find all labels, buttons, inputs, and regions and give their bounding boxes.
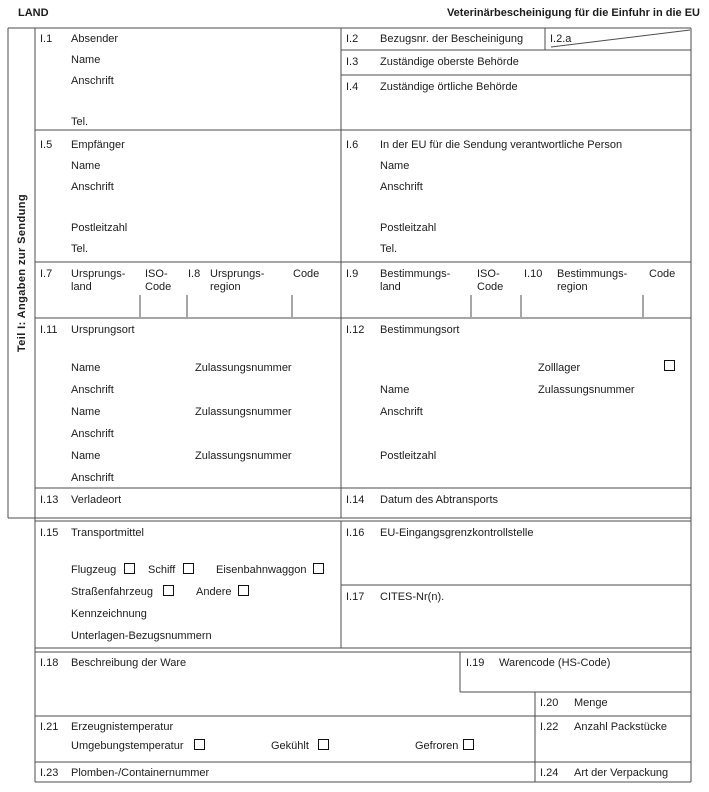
field-i20-label: Menge: [574, 697, 608, 709]
field-i10-number: I.10: [524, 268, 543, 280]
umgebungstemperatur-label: Umgebungstemperatur: [71, 740, 184, 752]
field-i6-plz-label: Postleitzahl: [380, 222, 437, 234]
field-i1-label: Absender: [71, 33, 119, 45]
field-i5-name-label: Name: [71, 160, 101, 172]
field-i6-tel-label: Tel.: [380, 243, 398, 255]
gekuehlt-label: Gekühlt: [271, 740, 309, 752]
field-i12-zulassung-label: Zulassungsnummer: [538, 384, 635, 396]
field-i21-number: I.21: [40, 721, 59, 733]
field-i11-label: Ursprungsort: [71, 324, 135, 336]
field-i1-anschrift-label: Anschrift: [71, 75, 114, 87]
umgebungstemperatur-checkbox[interactable]: [194, 739, 205, 750]
field-i5-label: Empfänger: [71, 139, 125, 151]
field-i12-anschrift-label: Anschrift: [380, 406, 423, 418]
field-i6-name-label: Name: [380, 160, 410, 172]
field-i15-label: Transportmittel: [71, 527, 144, 539]
field-i13-label: Verladeort: [71, 494, 122, 506]
field-i16-number: I.16: [346, 527, 365, 539]
field-i21-label: Erzeugnistemperatur: [71, 721, 174, 733]
field-i9-iso-label: ISO-Code: [477, 268, 504, 293]
field-i17-label: CITES-Nr(n).: [380, 591, 445, 603]
field-i9-label: Bestimmungs-land: [380, 268, 451, 293]
field-i4-label: Zuständige örtliche Behörde: [380, 81, 518, 93]
field-i6-anschrift-label: Anschrift: [380, 181, 423, 193]
field-i22-number: I.22: [540, 721, 559, 733]
field-i7-number: I.7: [40, 268, 53, 280]
field-i9-number: I.9: [346, 268, 359, 280]
field-i10-label: Bestimmungs-region: [557, 268, 628, 293]
country-label: LAND: [18, 7, 49, 19]
field-i15-number: I.15: [40, 527, 59, 539]
gekuehlt-checkbox[interactable]: [318, 739, 329, 750]
gefroren-label: Gefroren: [415, 740, 459, 752]
field-i6-label: In der EU für die Sendung verantwortliche Person: [380, 139, 623, 151]
field-i18-label: Beschreibung der Ware: [71, 657, 187, 669]
field-i11-zulassung1-label: Zulassungsnummer: [195, 362, 292, 374]
field-i11-anschrift1-label: Anschrift: [71, 384, 114, 396]
field-i2a-number: I.2.a: [550, 33, 572, 45]
field-i8-label: Ursprungs-region: [210, 268, 265, 293]
field-i1-name-label: Name: [71, 54, 101, 66]
field-i12-zolllager-label: Zolllager: [538, 362, 581, 374]
field-i11-zulassung3-label: Zulassungsnummer: [195, 450, 292, 462]
unterlagen-label: Unterlagen-Bezugsnummern: [71, 630, 212, 642]
field-i5-plz-label: Postleitzahl: [71, 222, 128, 234]
field-i11-name3-label: Name: [71, 450, 101, 462]
field-i4-number: I.4: [346, 81, 359, 93]
field-i17-number: I.17: [346, 591, 365, 603]
andere-label: Andere: [196, 586, 232, 598]
schiff-checkbox[interactable]: [183, 563, 194, 574]
field-i11-number: I.11: [40, 324, 58, 336]
field-i7-label: Ursprungs-land: [71, 268, 126, 293]
eisenbahnwaggon-checkbox[interactable]: [313, 563, 324, 574]
field-i6-number: I.6: [346, 139, 359, 151]
zolllager-checkbox[interactable]: [664, 360, 675, 371]
strassenfahrzeug-checkbox[interactable]: [163, 585, 174, 596]
field-i11-zulassung2-label: Zulassungsnummer: [195, 406, 292, 418]
gefroren-checkbox[interactable]: [463, 739, 474, 750]
flugzeug-checkbox[interactable]: [124, 563, 135, 574]
field-i14-number: I.14: [346, 494, 365, 506]
field-i8-code-label: Code: [293, 268, 320, 280]
field-i18-number: I.18: [40, 657, 59, 669]
field-i10-code-label: Code: [649, 268, 676, 280]
page-title: Veterinärbescheinigung für die Einfuhr in die EU: [446, 7, 700, 19]
field-i22-label: Anzahl Packstücke: [574, 721, 667, 733]
field-i16-label: EU-Eingangsgrenzkontrollstelle: [380, 527, 534, 539]
field-i13-number: I.13: [40, 494, 59, 506]
field-i1-tel-label: Tel.: [71, 116, 89, 128]
field-i3-label: Zuständige oberste Behörde: [380, 56, 519, 68]
field-i11-name2-label: Name: [71, 406, 101, 418]
field-i23-number: I.23: [40, 767, 59, 779]
part1-sidebar: [8, 28, 35, 518]
field-i3-number: I.3: [346, 56, 359, 68]
field-i19-number: I.19: [466, 657, 485, 669]
schiff-label: Schiff: [148, 564, 176, 576]
field-i19-label: Warencode (HS-Code): [499, 657, 611, 669]
field-i5-anschrift-label: Anschrift: [71, 181, 114, 193]
field-i5-number: I.5: [40, 139, 53, 151]
field-i8-number: I.8: [188, 268, 201, 280]
kennzeichnung-label: Kennzeichnung: [71, 608, 147, 620]
field-i1-number: I.1: [40, 33, 53, 45]
field-i11-name1-label: Name: [71, 362, 101, 374]
field-i12-number: I.12: [346, 324, 365, 336]
field-i12-plz-label: Postleitzahl: [380, 450, 437, 462]
field-i2-label: Bezugsnr. der Bescheinigung: [380, 33, 524, 45]
field-i5-tel-label: Tel.: [71, 243, 89, 255]
field-i24-number: I.24: [540, 767, 559, 779]
field-i24-label: Art der Verpackung: [574, 767, 669, 779]
field-i11-anschrift2-label: Anschrift: [71, 428, 114, 440]
field-i11-anschrift3-label: Anschrift: [71, 472, 114, 484]
field-i12-label: Bestimmungsort: [380, 324, 460, 336]
strassenfahrzeug-label: Straßenfahrzeug: [71, 586, 153, 598]
eisenbahnwaggon-label: Eisenbahnwaggon: [216, 564, 307, 576]
andere-checkbox[interactable]: [238, 585, 249, 596]
field-i14-label: Datum des Abtransports: [380, 494, 499, 506]
field-i7-iso-label: ISO-Code: [145, 268, 172, 293]
flugzeug-label: Flugzeug: [71, 564, 117, 576]
field-i2-number: I.2: [346, 33, 359, 45]
part1-sidebar-label: Teil I: Angaben zur Sendung: [15, 193, 28, 353]
field-i23-label: Plomben-/Containernummer: [71, 767, 210, 779]
field-i12-name-label: Name: [380, 384, 410, 396]
field-i20-number: I.20: [540, 697, 559, 709]
